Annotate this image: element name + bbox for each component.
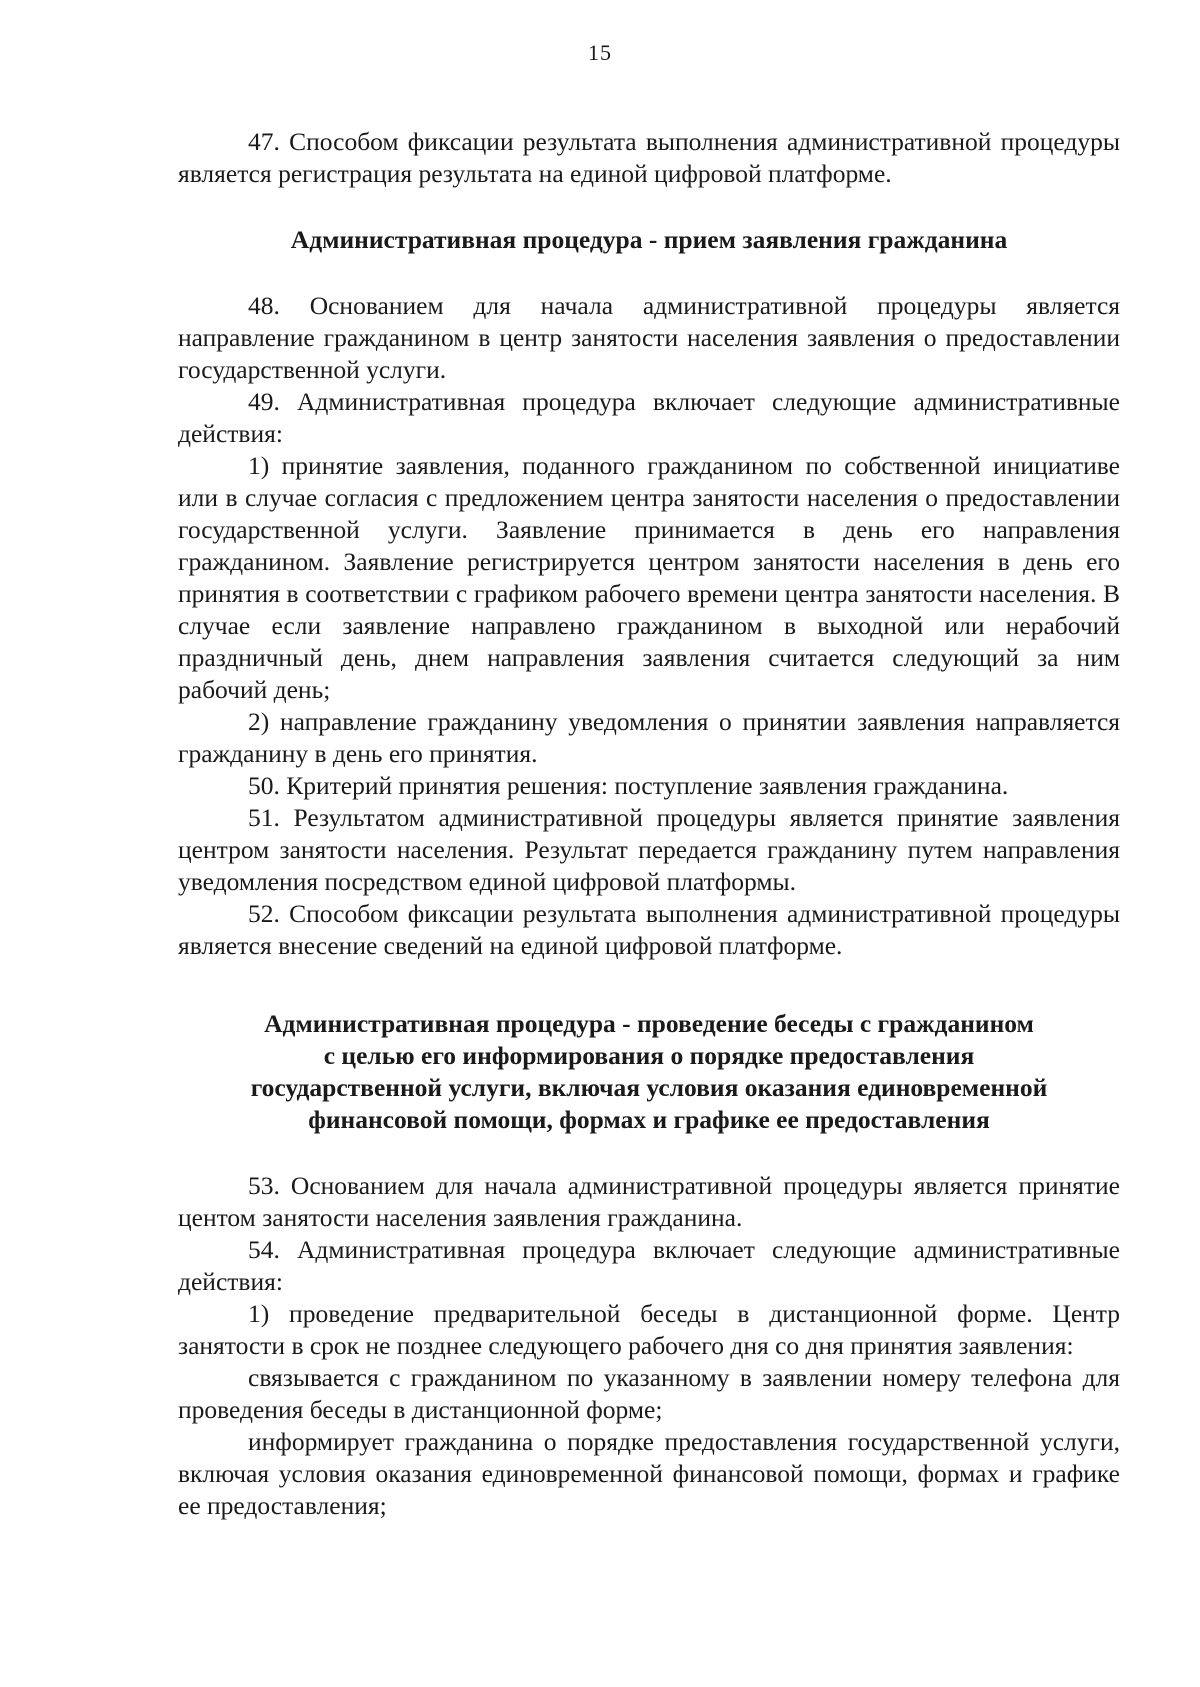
section-heading-reception: Административная процедура - прием заявления гражданина [290, 225, 1008, 254]
paragraph-48: 48. Основанием для начала административной процедуры является направление гражданином в центр занятости населения заявления о предоставлении государственной услуги. [178, 291, 1120, 384]
paragraph-54: 54. Административная процедура включает следующие административные действия: [178, 1235, 1120, 1296]
paragraph-49-item-1: 1) принятие заявления, поданного гражданином по собственной инициативе или в случае согласия с предложением центра занятости населения о предоставлении государственной услуги. Заявление принимается в день его направления гражданином. Заявление регистрируется центром занятости населения в день его принятия в соответствии с графиком рабочего времени центра занятости населения. В случае если заявление направлено гражданином в выходной или нерабочий праздничный день, днем направления заявления считается следующий за ним рабочий день; [178, 451, 1120, 704]
page-number: 15 [588, 40, 612, 65]
paragraph-47: 47. Способом фиксации результата выполнения административной процедуры является регистрация результата на единой цифровой платформе. [178, 127, 1120, 188]
spacer [178, 962, 1120, 1008]
paragraph-49: 49. Административная процедура включает следующие административные действия: [178, 387, 1120, 448]
spacer [178, 190, 1120, 224]
paragraph-54-item-1a: связывается с гражданином по указанному в заявлении номеру телефона для проведения беседы в дистанционной форме; [178, 1363, 1120, 1424]
paragraph-53: 53. Основанием для начала административной процедуры является принятие центом занятости населения заявления гражданина. [178, 1171, 1120, 1232]
paragraph-50: 50. Критерий принятия решения: поступление заявления гражданина. [248, 771, 1009, 800]
heading-line: финансовой помощи, формах и графике ее предоставления [308, 1105, 990, 1134]
section-heading-conversation [178, 1008, 1120, 1136]
paragraph-52: 52. Способом фиксации результата выполнения административной процедуры является внесение сведений на единой цифровой платформе. [178, 899, 1120, 960]
heading-line: с целью его информирования о порядке предоставления [323, 1041, 975, 1070]
spacer [178, 1136, 1120, 1170]
spacer [178, 256, 1120, 290]
paragraph-49-item-2: 2) направление гражданину уведомления о принятии заявления направляется гражданину в день его принятия. [178, 707, 1120, 768]
document-body [178, 126, 1120, 1522]
paragraph-54-item-1b: информирует гражданина о порядке предоставления государственной услуги, включая условия оказания единовременной финансовой помощи, формах и графике ее предоставления; [178, 1427, 1120, 1520]
paragraph-54-item-1: 1) проведение предварительной беседы в дистанционной форме. Центр занятости в срок не позднее следующего рабочего дня со дня принятия заявления: [178, 1299, 1120, 1360]
heading-line: государственной услуги, включая условия оказания единовременной [250, 1073, 1048, 1102]
heading-line: Административная процедура - проведение беседы с гражданином [264, 1009, 1034, 1038]
paragraph-51: 51. Результатом административной процедуры является принятие заявления центром занятости населения. Результат передается гражданину путем направления уведомления посредством единой цифровой платформы. [178, 803, 1120, 896]
